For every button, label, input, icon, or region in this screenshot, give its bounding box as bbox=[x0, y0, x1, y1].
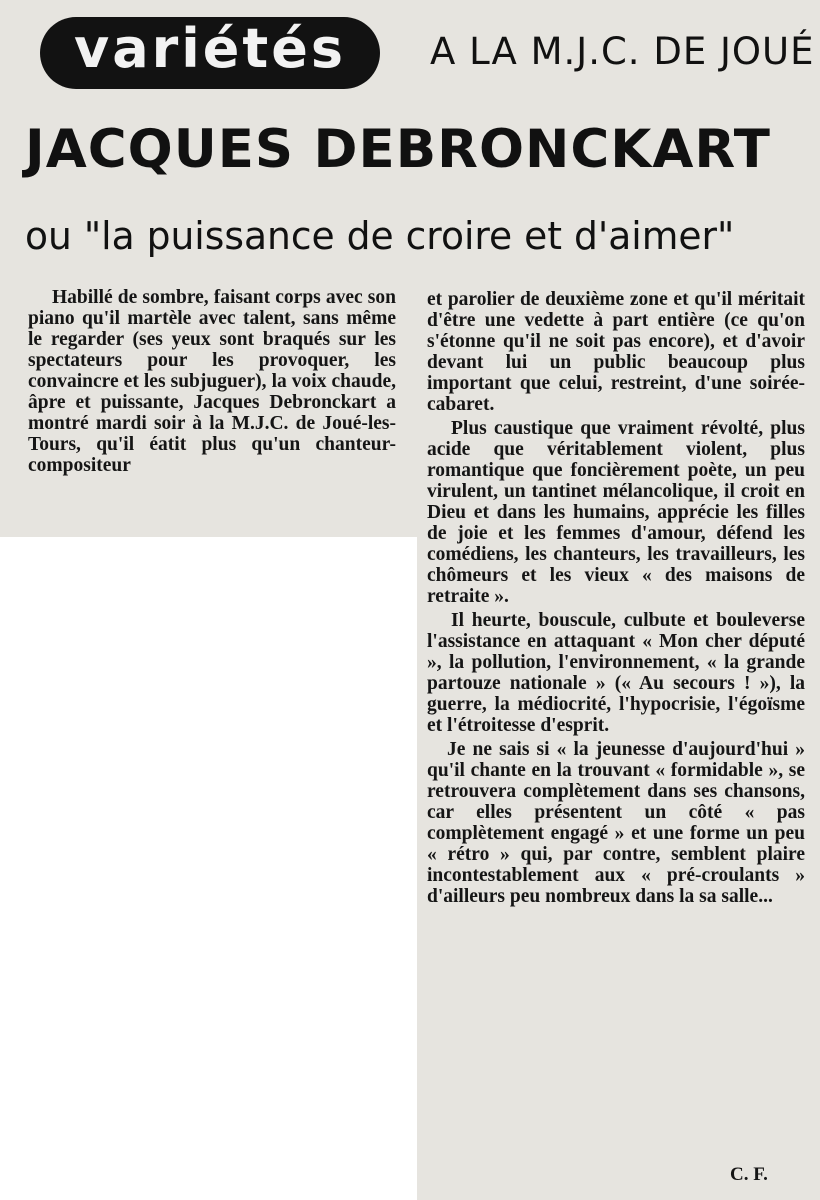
article-paragraph: Habillé de sombre, faisant corps avec son piano qu'il martèle avec talent, sans même le regarder (ses yeux sont braqués sur les spectateurs pour les provoquer, les convaincre et les subjuguer), la voix chaude, âpre et puissante, Jacques Debronckart a montré mardi soir à la M.J.C. de Joué-les-Tours, qu'il éatit plus qu'un chanteur-compositeur bbox=[28, 287, 396, 476]
rubric-label: variétés bbox=[74, 17, 346, 80]
article-paragraph: Il heurte, bouscule, culbute et bouleverse l'assistance en attaquant « Mon cher député », la pollution, l'environnement, « la grande partouze nationale » (« Au secours ! »), la guerre, la médiocrité, l'hypocrisie, l'égoïsme et l'étroitesse d'esprit. bbox=[427, 610, 805, 736]
article-headline: JACQUES DEBRONCKART bbox=[25, 119, 771, 180]
article-paragraph: Je ne sais si « la jeunesse d'aujourd'hui » qu'il chante en la trouvant « formidable », se retrouvera complètement dans ses chansons, car elles présentent un côté « pas complètement engagé » et une forme un peu « rétro » qui, par contre, semblent plaire incontestablement aux « pré-croulants » d'ailleurs peu nombreux dans la sa salle... bbox=[427, 739, 805, 907]
article-signature: C. F. bbox=[730, 1164, 768, 1185]
article-kicker: A LA M.J.C. DE JOUÉ bbox=[430, 30, 815, 73]
article-paragraph: et parolier de deuxième zone et qu'il méritait d'être une vedette à part entière (ce qu'on s'étonne qu'il ne soit pas encore), et d'avoir devant lui un public beaucoup plus important que celui, restreint, d'une soirée-cabaret. bbox=[427, 289, 805, 415]
article-column-left bbox=[28, 287, 396, 476]
article-paragraph: Plus caustique que vraiment révolté, plus acide que véritablement violent, plus romantique que foncièrement poète, un peu virulent, un tantinet mélancolique, il croit en Dieu et dans les humains, apprécie les filles de joie et les femmes d'amour, défend les comédiens, les chanteurs, les travailleurs, les chômeurs et les vieux « des maisons de retraite ». bbox=[427, 418, 805, 607]
article-subhead: ou "la puissance de croire et d'aimer" bbox=[25, 214, 735, 258]
rubric-badge bbox=[40, 17, 380, 89]
article-column-right bbox=[427, 289, 805, 907]
